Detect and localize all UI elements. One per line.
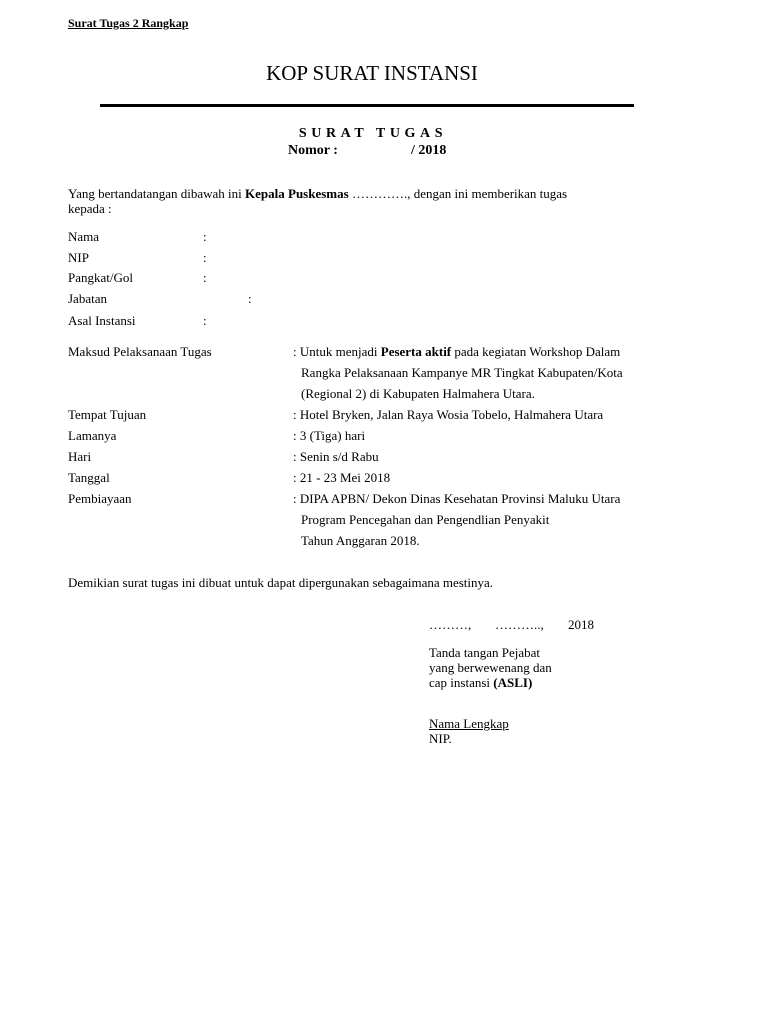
field-label-pangkat: Pangkat/Gol	[68, 270, 133, 285]
letter-title: SURAT TUGAS	[298, 126, 448, 141]
task-pembiayaan-line-3: Tahun Anggaran 2018.	[301, 533, 420, 548]
intro-paragraph	[68, 186, 567, 202]
task-label-lamanya: Lamanya	[68, 428, 117, 443]
field-colon-asal-instansi: :	[203, 313, 207, 328]
field-colon-nama: :	[203, 229, 207, 244]
letter-number-year: / 2018	[411, 143, 447, 158]
intro-bold-title: Kepala Puskesmas	[245, 186, 349, 201]
signature-instruction-line-3	[429, 675, 532, 691]
task-label-pembiayaan: Pembiayaan	[68, 491, 132, 506]
letterhead-divider	[100, 104, 634, 107]
intro-suffix: …………., dengan ini memberikan tugas	[348, 186, 568, 201]
signature-place-dots: ………,	[429, 617, 472, 632]
task-maksud-line-3: (Regional 2) di Kabupaten Halmahera Utara.	[301, 386, 535, 401]
signature-instruction-line-2: yang berwewenang dan	[429, 660, 552, 675]
signature-cap-prefix: cap instansi	[429, 675, 494, 690]
task-value-lamanya: : 3 (Tiga) hari	[293, 428, 366, 443]
task-label-hari: Hari	[68, 449, 92, 464]
document-corner-label: Surat Tugas 2 Rangkap	[68, 16, 189, 30]
maksud-bold: Peserta aktif	[380, 344, 452, 359]
task-value-tanggal: : 21 - 23 Mei 2018	[293, 470, 391, 485]
task-value-hari: : Senin s/d Rabu	[293, 449, 379, 464]
intro-prefix: Yang bertandatangan dibawah ini	[68, 186, 246, 201]
task-maksud-line-2: Rangka Pelaksanaan Kampanye MR Tingkat Kabupaten/Kota	[301, 365, 623, 380]
signature-date-year: 2018	[568, 617, 594, 632]
task-value-pembiayaan: : DIPA APBN/ Dekon Dinas Kesehatan Provinsi Maluku Utara	[293, 491, 621, 506]
signature-instruction-line-1: Tanda tangan Pejabat	[429, 645, 540, 660]
signature-full-name: Nama Lengkap	[429, 716, 509, 731]
task-pembiayaan-line-2: Program Pencegahan dan Pengendlian Penyakit	[301, 512, 550, 527]
signature-date-dots: ………..,	[495, 617, 544, 632]
field-label-nama: Nama	[68, 229, 100, 244]
field-colon-nip: :	[203, 250, 207, 265]
task-label-maksud: Maksud Pelaksanaan Tugas	[68, 344, 212, 359]
maksud-suffix: pada kegiatan Workshop Dalam	[451, 344, 621, 359]
letter-number-label: Nomor :	[288, 143, 338, 158]
task-value-maksud	[293, 344, 620, 360]
task-value-tujuan: : Hotel Bryken, Jalan Raya Wosia Tobelo, Halmahera Utara	[293, 407, 604, 422]
field-colon-pangkat: :	[203, 270, 207, 285]
field-label-jabatan: Jabatan	[68, 291, 107, 306]
field-label-nip: NIP	[68, 250, 89, 265]
intro-line-2: kepada :	[68, 201, 112, 216]
signature-cap-bold: (ASLI)	[493, 675, 533, 690]
field-colon-jabatan: :	[248, 291, 252, 306]
field-label-asal-instansi: Asal Instansi	[68, 313, 136, 328]
task-label-tanggal: Tanggal	[68, 470, 110, 485]
signature-nip: NIP.	[429, 731, 452, 746]
letterhead-title: KOP SURAT INSTANSI	[266, 61, 478, 85]
closing-statement: Demikian surat tugas ini dibuat untuk dapat dipergunakan sebagaimana mestinya.	[68, 575, 494, 590]
task-label-tujuan: Tempat Tujuan	[68, 407, 147, 422]
maksud-prefix: : Untuk menjadi	[293, 344, 381, 359]
